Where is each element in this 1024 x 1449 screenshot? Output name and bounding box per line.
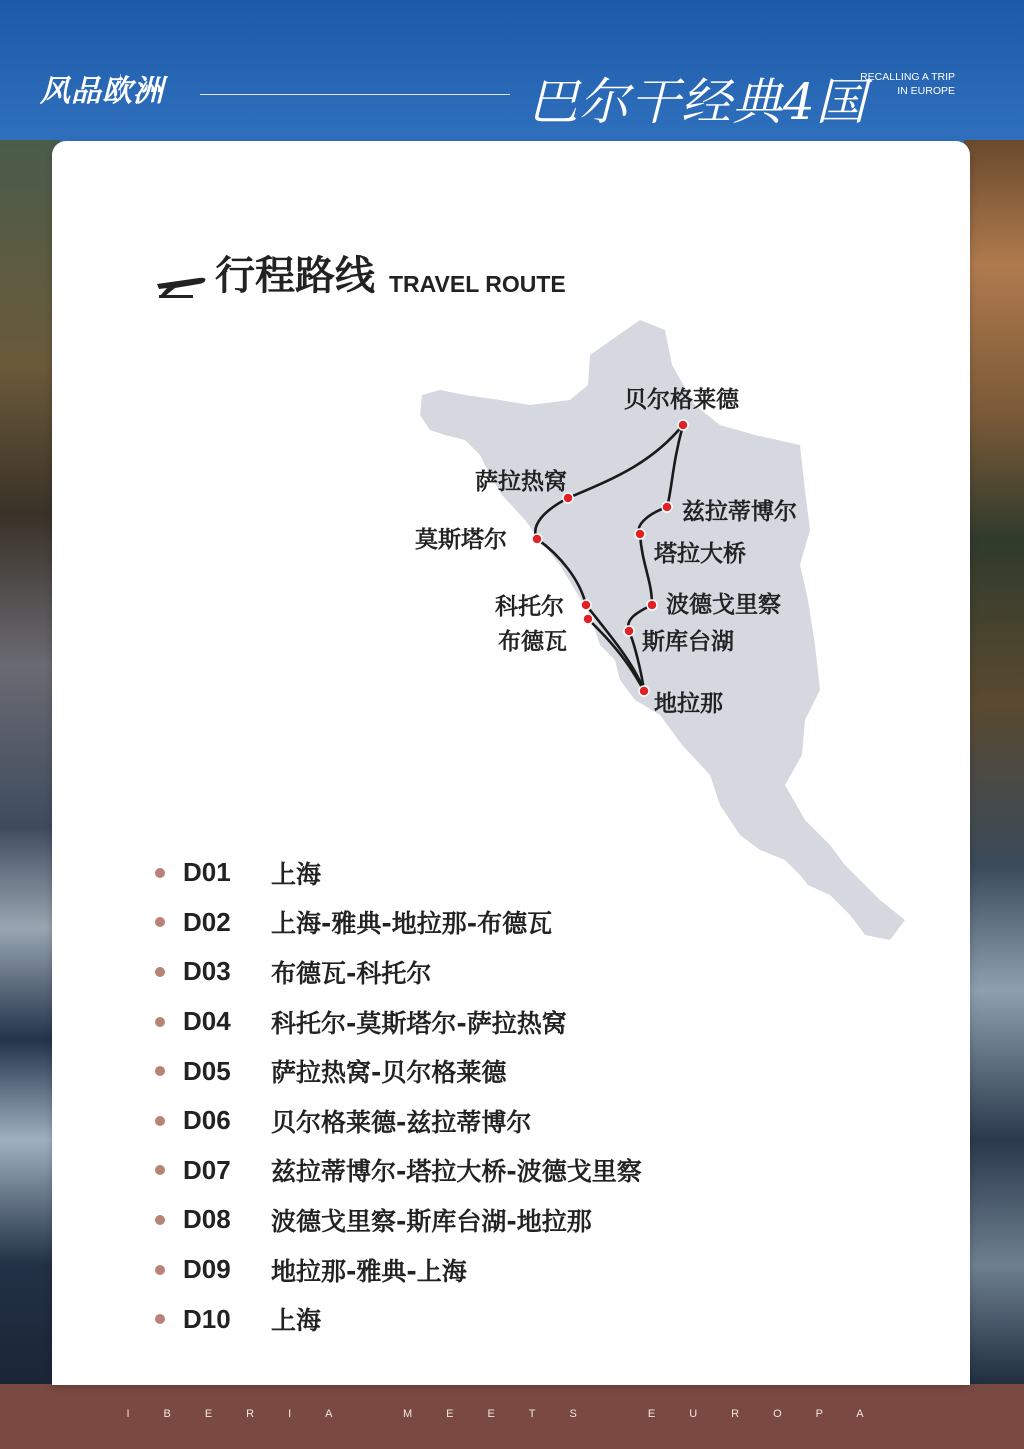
itinerary-day: D03 — [183, 956, 231, 987]
section-heading — [155, 252, 566, 300]
city-label-kotor: 科托尔 — [495, 594, 564, 620]
marker-zlatibor — [662, 502, 672, 512]
bullet-dot — [155, 868, 165, 878]
itinerary-item — [155, 1195, 642, 1245]
bullet-dot — [155, 1265, 165, 1275]
itinerary-day: D06 — [183, 1105, 231, 1136]
itinerary-route: 科托尔-莫斯塔尔-萨拉热窝 — [271, 1008, 567, 1038]
bullet-dot — [155, 1165, 165, 1175]
marker-tirana — [639, 686, 649, 696]
marker-skadar-lake — [624, 626, 634, 636]
marker-kotor — [581, 600, 591, 610]
header-title: 巴尔干经典4国 — [528, 73, 867, 131]
city-label-mostar: 莫斯塔尔 — [415, 527, 507, 553]
bullet-dot — [155, 1215, 165, 1225]
bullet-dot — [155, 1017, 165, 1027]
itinerary-item — [155, 848, 642, 898]
city-label-tirana: 地拉那 — [654, 691, 723, 717]
footer-tagline — [0, 1408, 1024, 1420]
left-scenery — [0, 140, 60, 1390]
section-title-en: TRAVEL ROUTE — [389, 271, 566, 297]
header-subtitle-line2: IN EUROPE — [897, 85, 955, 97]
city-label-sarajevo: 萨拉热窝 — [475, 469, 567, 495]
logo-divider — [120, 74, 131, 100]
city-label-belgrade: 贝尔格莱德 — [624, 387, 739, 413]
bullet-dot — [155, 1116, 165, 1126]
bullet-dot — [155, 917, 165, 927]
city-label-skadar-lake: 斯库台湖 — [642, 629, 734, 655]
itinerary-item — [155, 1146, 642, 1196]
city-label-tara-bridge: 塔拉大桥 — [654, 541, 746, 567]
itinerary-route: 上海 — [271, 1306, 322, 1336]
itinerary-route: 上海-雅典-地拉那-布德瓦 — [271, 909, 553, 939]
itinerary-day: D04 — [183, 1006, 231, 1037]
marker-mostar — [532, 534, 542, 544]
itinerary-item — [155, 1294, 642, 1344]
marker-podgorica — [647, 600, 657, 610]
itinerary-item — [155, 1046, 642, 1096]
itinerary-route: 贝尔格莱德-兹拉蒂博尔 — [271, 1107, 532, 1137]
bullet-dot — [155, 967, 165, 977]
itinerary-item — [155, 997, 642, 1047]
itinerary-route: 上海 — [271, 859, 322, 889]
itinerary-route: 兹拉蒂博尔-塔拉大桥-波德戈里察 — [271, 1157, 642, 1187]
itinerary-item — [155, 1245, 642, 1295]
itinerary-day: D01 — [183, 857, 231, 888]
header-divider-line — [200, 94, 510, 95]
itinerary-item — [155, 1096, 642, 1146]
itinerary-route: 波德戈里察-斯库台湖-地拉那 — [271, 1206, 592, 1236]
itinerary-day: D09 — [183, 1254, 231, 1285]
footer-tagline-text: IBERIA MEETS EUROPA — [126, 1408, 898, 1420]
bullet-dot — [155, 1314, 165, 1324]
bullet-dot — [155, 1066, 165, 1076]
header-subtitle-line1: RECALLING A TRIP — [860, 71, 955, 83]
plane-icon — [155, 270, 207, 300]
itinerary-day: D08 — [183, 1204, 231, 1235]
itinerary-day: D02 — [183, 906, 231, 937]
marker-budva — [583, 614, 593, 624]
brand-logo: 风品欧洲 — [40, 75, 164, 108]
itinerary-route: 萨拉热窝-贝尔格莱德 — [271, 1058, 507, 1088]
itinerary-day: D10 — [183, 1303, 231, 1334]
right-scenery — [964, 140, 1024, 1390]
itinerary-day: D07 — [183, 1154, 231, 1185]
itinerary-day: D05 — [183, 1055, 231, 1086]
city-label-podgorica: 波德戈里察 — [666, 592, 781, 618]
itinerary-route: 布德瓦-科托尔 — [271, 958, 432, 988]
marker-tara-bridge — [635, 529, 645, 539]
city-label-zlatibor: 兹拉蒂博尔 — [682, 499, 797, 525]
section-title-cn: 行程路线 — [215, 253, 375, 299]
itinerary-route: 地拉那-雅典-上海 — [271, 1256, 467, 1286]
itinerary-item — [155, 947, 642, 997]
itinerary-item — [155, 898, 642, 948]
city-label-budva: 布德瓦 — [498, 629, 567, 655]
itinerary-list — [155, 848, 642, 1344]
marker-belgrade — [678, 420, 688, 430]
header-subtitle — [855, 70, 955, 98]
